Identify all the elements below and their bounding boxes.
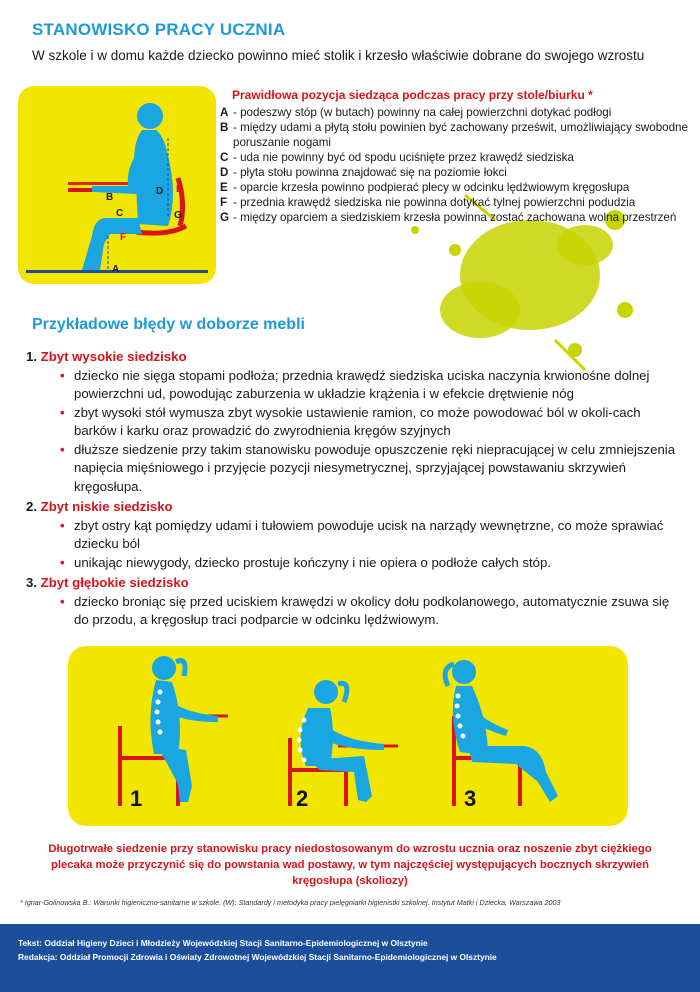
rule-g: G - między oparciem a siedziskiem krzesła powinna zostać zachowana wolna przestrzeń — [220, 211, 677, 224]
intro-text: W szkole i w domu każde dziecko powinno mieć stolik i krzesło właściwie dobrane do swojego wzrostu — [32, 48, 645, 63]
posture-label-3: 3 — [464, 786, 477, 811]
posture-3-drawing — [445, 660, 558, 806]
figure-label-a: A — [112, 264, 120, 275]
page-title: STANOWISKO PRACY UCZNIA — [32, 20, 286, 39]
correct-posture-figure — [18, 86, 216, 284]
list-item: • zbyt ostry kąt pomiędzy udami i tułowiem powoduje ucisk na narządy wewnętrzne, co może sprawiać dziecku ból — [60, 517, 664, 551]
figure-label-b: B — [106, 192, 114, 203]
footer-bar — [0, 924, 700, 992]
rule-f: F - przednia krawędź siedziska nie powinna dotykać tylnej powierzchni podudzia — [220, 196, 636, 209]
correct-position-rules — [220, 88, 690, 225]
correct-position-heading: Prawidłowa pozycja siedząca podczas pracy przy stole/biurku * — [232, 88, 593, 102]
list-item: • dziecko broniąc się przed uciskiem krawędzi w okolicy dołu podkolanowego, automatycznie zsuwa się do przodu, a kręgosłup traci podparcie w odcinku lędźwiowym. — [60, 593, 670, 627]
list-item: • dłuższe siedzenie przy takim stanowisku powoduje opuszczenie ręki niepracującej w celu zmniejszenia napięcia mięśniowego i przyjęcie pozycji niesymetrycznej, sprzyjającej powstawaniu skrzywień kręgosłupa. — [60, 441, 676, 494]
figure-label-d: D — [156, 186, 164, 197]
footer-credit-editing: Redakcja: Oddział Promocji Zdrowia i Oświaty Zdrowotnej Wojewódzkiej Stacji Sanitarno-Epidemiologicznej w Olsztynie — [18, 952, 497, 962]
footnote: * Ignar-Golinowska B.: Warunki higieniczno-sanitarne w szkole. (W): Standardy i metodyka pracy pielęgniarki higienistki szkolnej. Instytut Matki i Dziecka, Warszawa 2003 — [20, 898, 561, 907]
figure-label-g: G — [174, 210, 182, 221]
figure-label-c: C — [116, 208, 124, 219]
footer-credit-text: Tekst: Oddział Higieny Dzieci i Młodzieży Wojewódzkiej Stacji Sanitarno-Epidemiologicznej w Olsztynie — [18, 938, 428, 948]
rule-a: A - podeszwy stóp (w butach) powinny na całej powierzchni dotykać podłogi — [220, 106, 612, 119]
posture-illustration — [18, 86, 216, 284]
rule-b: B - między udami a płytą stołu powinien być zachowany prześwit, umożliwiający swobodne poruszanie nogami — [220, 121, 688, 149]
figure-label-f: F — [120, 232, 127, 243]
list-item: • zbyt wysoki stół wymusza zbyt wysokie ustawienie ramion, co może powodować ból w okoli-cach barków i karku oraz prowadzić do zwyrodnienia kręgów szyjnych — [60, 404, 641, 438]
rule-d: D - płyta stołu powinna znajdować się na poziomie łokci — [220, 166, 507, 179]
figure-label-e: E — [176, 184, 183, 195]
error-2-heading: 2. Zbyt niskie siedzisko — [26, 499, 173, 514]
error-1-heading: 1. Zbyt wysokie siedzisko — [26, 349, 187, 364]
errors-heading: Przykładowe błędy w doborze mebli — [32, 316, 305, 333]
error-3-heading: 3. Zbyt głębokie siedzisko — [26, 575, 189, 590]
errors-list — [26, 346, 686, 630]
incorrect-postures-figure — [68, 646, 628, 826]
list-item: • unikając niewygody, dziecko prostuje kończyny i nie opiera o podłoże całych stóp. — [60, 554, 551, 570]
rule-e: E - oparcie krzesła powinno podpierać plecy w odcinku lędźwiowym kręgosłupa — [220, 181, 630, 194]
posture-label-1: 1 — [130, 786, 143, 811]
warning-text: Długotrwałe siedzenie przy stanowisku pracy niedostosowanym do wzrostu ucznia oraz noszenie zbyt ciężkiego plecaka może przyczynić się do powstania wad postawy, w tym najczęściej występujących bocznych skrzywień kręgosłupa (skoliozy) — [48, 843, 652, 887]
rule-c: C - uda nie powinny być od spodu uciśnięte przez krawędź siedziska — [220, 151, 574, 164]
list-item: • dziecko nie sięga stopami podłoża; przednia krawędź siedziska uciska naczynia krwionośne dolnej powierzchni ud, powodując zaburzenia w układzie krążenia i w efekcie drętwienie nóg — [60, 367, 650, 401]
posture-1-drawing — [120, 656, 228, 806]
incorrect-postures-illustration — [68, 646, 628, 826]
posture-label-2: 2 — [296, 786, 309, 811]
